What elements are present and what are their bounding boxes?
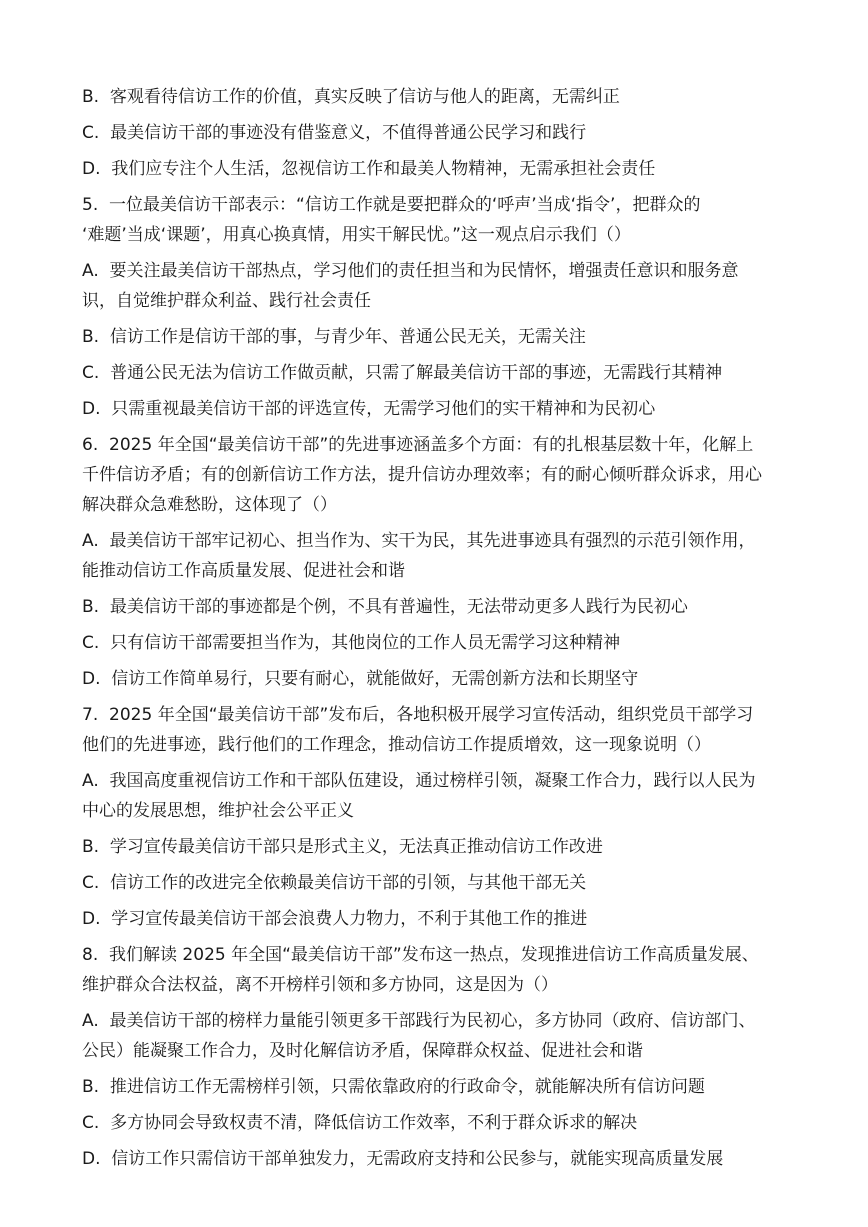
text-block	[82, 628, 808, 658]
text-block	[82, 940, 808, 1000]
text-block	[82, 322, 808, 352]
text-line: D. 我们应专注个人生活，忽视信访工作和最美人物精神，无需承担社会责任	[82, 159, 656, 179]
text-line: B. 最美信访干部的事迹都是个例，不具有普遍性，无法带动更多人践行为民初心	[82, 597, 688, 617]
text-block	[82, 1006, 808, 1066]
text-line: B. 推进信访工作无需榜样引领，只需依靠政府的行政命令，就能解决所有信访问题	[82, 1077, 705, 1097]
text-block	[82, 766, 808, 826]
text-line: D. 信访工作只需信访干部单独发力，无需政府支持和公民参与，就能实现高质量发展	[82, 1149, 724, 1169]
text-line: 解决群众急难愁盼，这体现了（）	[82, 495, 337, 515]
text-line: 公民）能凝聚工作合力，及时化解信访矛盾，保障群众权益、促进社会和谐	[82, 1041, 643, 1061]
text-block	[82, 256, 808, 316]
text-line: 7. 2025 年全国“最美信访干部”发布后，各地积极开展学习宣传活动，组织党员干部学习	[82, 705, 754, 725]
text-block	[82, 358, 808, 388]
text-block	[82, 1144, 808, 1174]
text-block	[82, 190, 808, 250]
text-line: 维护群众合法权益，离不开榜样引领和多方协同，这是因为（）	[82, 975, 558, 995]
text-line: 5. 一位最美信访干部表示：“信访工作就是要把群众的‘呼声’当成‘指令’，把群众的	[82, 195, 701, 215]
text-line: A. 最美信访干部的榜样力量能引领更多干部践行为民初心，多方协同（政府、信访部门、	[82, 1011, 756, 1031]
text-line: C. 只有信访干部需要担当作为，其他岗位的工作人员无需学习这种精神	[82, 633, 621, 653]
text-block	[82, 700, 808, 760]
text-line: C. 信访工作的改进完全依赖最美信访干部的引领，与其他干部无关	[82, 873, 587, 893]
text-block	[82, 1072, 808, 1102]
text-block	[82, 592, 808, 622]
text-line: B. 信访工作是信访干部的事，与青少年、普通公民无关，无需关注	[82, 327, 586, 347]
text-line: A. 要关注最美信访干部热点，学习他们的责任担当和为民情怀，增强责任意识和服务意	[82, 261, 739, 281]
text-line: 中心的发展思想，维护社会公平正义	[82, 801, 354, 821]
text-block	[82, 118, 808, 148]
text-block	[82, 1108, 808, 1138]
text-line: B. 学习宣传最美信访干部只是形式主义，无法真正推动信访工作改进	[82, 837, 603, 857]
text-line: D. 信访工作简单易行，只要有耐心，就能做好，无需创新方法和长期坚守	[82, 669, 639, 689]
text-line: 6. 2025 年全国“最美信访干部”的先进事迹涵盖多个方面：有的扎根基层数十年，化解上	[82, 435, 754, 455]
text-line: B. 客观看待信访工作的价值，真实反映了信访与他人的距离，无需纠正	[82, 87, 620, 107]
text-line: C. 最美信访干部的事迹没有借鉴意义，不值得普通公民学习和践行	[82, 123, 587, 143]
text-block	[82, 868, 808, 898]
text-block	[82, 430, 808, 520]
question-content	[82, 82, 808, 1180]
text-block	[82, 82, 808, 112]
text-block	[82, 526, 808, 586]
text-line: 千件信访矛盾；有的创新信访工作方法，提升信访办理效率；有的耐心倾听群众诉求，用心	[82, 465, 762, 485]
text-line: ‘难题’当成‘课题’，用真心换真情，用实干解民忧。”这一观点启示我们（）	[82, 225, 631, 245]
text-line: A. 最美信访干部牢记初心、担当作为、实干为民，其先进事迹具有强烈的示范引领作用，	[82, 531, 756, 551]
text-block	[82, 664, 808, 694]
text-line: C. 多方协同会导致权责不清，降低信访工作效率，不利于群众诉求的解决	[82, 1113, 638, 1133]
text-line: D. 学习宣传最美信访干部会浪费人力物力，不利于其他工作的推进	[82, 909, 588, 929]
text-line: A. 我国高度重视信访工作和干部队伍建设，通过榜样引领，凝聚工作合力，践行以人民为	[82, 771, 756, 791]
text-block	[82, 394, 808, 424]
text-line: 他们的先进事迹，践行他们的工作理念，推动信访工作提质增效，这一现象说明（）	[82, 735, 711, 755]
text-block	[82, 154, 808, 184]
text-line: 识，自觉维护群众利益、践行社会责任	[82, 291, 371, 311]
text-line: 8. 我们解读 2025 年全国“最美信访干部”发布这一热点，发现推进信访工作高质量发展、	[82, 945, 759, 965]
text-line: C. 普通公民无法为信访工作做贡献，只需了解最美信访干部的事迹，无需践行其精神	[82, 363, 723, 383]
text-line: 能推动信访工作高质量发展、促进社会和谐	[82, 561, 405, 581]
block-spacer	[82, 1174, 808, 1180]
text-block	[82, 904, 808, 934]
text-line: D. 只需重视最美信访干部的评选宣传，无需学习他们的实干精神和为民初心	[82, 399, 656, 419]
text-block	[82, 832, 808, 862]
